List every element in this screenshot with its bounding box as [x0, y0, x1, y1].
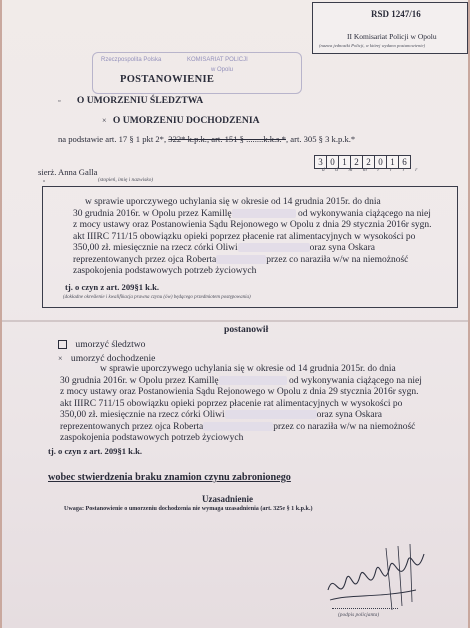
justification-title: Uzasadnienie: [202, 494, 254, 504]
date-caption: d d m m r r r r: [322, 167, 423, 173]
decision-line-2: 30 grudnia 2016r. w Opolu przez Kamillę od wykonywania ciążącego na niej: [60, 375, 422, 386]
option-inquiry-label: O UMORZENIU DOCHODZENIA: [112, 115, 260, 126]
decision-line-4: akt IIIRC 711/15 obowiązku opieki poprzez płacenie rat alimentacyjnych w wysokości po: [60, 398, 403, 409]
stamp-line-2: KOMISARIAT POLICJI: [187, 57, 248, 63]
decision-line-6: reprezentowanych przez ojca Roberta przez co naraziła w/w na niemożność: [60, 421, 416, 432]
decided-label: postanowił: [224, 324, 269, 335]
stamp-line-1: Rzeczpospolita Polska: [101, 57, 162, 63]
case-line-3: z mocy ustawy oraz Postanowienia Sądu Rejonowego w Opolu z dnia 29 stycznia 2016r sygn.: [73, 220, 432, 230]
redaction: [216, 255, 266, 264]
officer-name: sierż. Anna Galla: [38, 167, 98, 177]
date-digit-box: 2: [362, 155, 375, 169]
decision-offense: tj. o czyn z art. 209§1 k.k.: [48, 446, 143, 456]
decision-line-1: w sprawie uporczywego uchylania się w okresie od 14 grudnia 2015r. do dnia: [100, 364, 396, 374]
case-line-2: 30 grudnia 2016r. w Opolu przez Kamillę od wykonywania ciążącego na niej: [73, 208, 431, 219]
case-number-box: [312, 2, 468, 54]
case-description: [73, 197, 445, 278]
date-digit-box: 1: [338, 155, 351, 169]
redaction: [225, 410, 317, 419]
decision-text: [60, 364, 432, 445]
case-offense-caption: (dokładne określenie i kwalifikacja prawna czynu (ów) będącego przedmiotem postępowania): [63, 295, 251, 300]
checkbox-icon: [58, 340, 67, 349]
decision-line-3: z mocy ustawy oraz Postanowienia Sądu Rejonowego w Opolu z dnia 29 stycznia 2016r sygn.: [60, 387, 419, 397]
officer-caption: (stopień, imię i nazwisko): [98, 177, 154, 183]
date-digit-box: 2: [350, 155, 363, 169]
decision-line-5: 350,00 zł. miesięcznie na rzecz córki Oliwi oraz syna Oskara: [60, 410, 383, 420]
officer-line: [38, 168, 97, 178]
legal-basis-prefix: na podstawie art. 17 § 1 pkt 2*,: [58, 134, 167, 144]
date-digit-box: 3: [314, 155, 327, 169]
legal-basis: [58, 135, 355, 145]
redaction: [232, 209, 296, 218]
case-line-5: 350,00 zł. miesięcznie na rzecz córki Oliwi oraz syna Oskara: [73, 243, 376, 253]
case-line-7: zaspokojenia podstawowych potrzeb życiowych: [73, 266, 257, 276]
police-office: II Komisariat Policji w Opolu: [347, 32, 437, 41]
case-line-4: akt IIIRC 711/15 obowiązku opieki poprzez płacenie rat alimentacyjnych w wysokości po: [73, 231, 416, 242]
redaction: [203, 422, 273, 431]
option-inquiry: [102, 115, 260, 126]
date-digit-box: 1: [386, 155, 399, 169]
date-digit-box: 0: [374, 155, 387, 169]
legal-basis-suffix: , art. 305 § 3 k.p.k.*: [285, 134, 356, 144]
choice-investigation: [58, 339, 145, 350]
choice-inquiry: [58, 353, 155, 364]
choice-investigation-label: umorzyć śledztwo: [75, 339, 146, 350]
redaction: [219, 376, 287, 385]
case-offense: tj. o czyn z art. 209§1 k.k.: [65, 282, 160, 292]
cross-mark-icon: ×: [102, 116, 107, 125]
signature-line: [332, 608, 398, 609]
choice-inquiry-label: umorzyć dochodzenie: [70, 353, 156, 364]
stamp-line-3: w Opolu: [211, 67, 234, 73]
justification-note: Uwaga: Postanowienie o umorzeniu dochodzenia nie wymaga uzasadnienia (art. 325e § 1 k.p.k.): [64, 506, 313, 512]
legal-basis-struck: 322* k.p.k., art. 151 § ........k.k.s.*: [168, 134, 286, 144]
decision-line-7: zaspokojenia podstawowych potrzeb życiowych: [60, 433, 244, 443]
case-line-6: reprezentowanych przez ojca Roberta przez co naraziła w/w na niemożność: [73, 254, 409, 265]
bullet-icon: ▫: [43, 179, 46, 185]
document-title: POSTANOWIENIE: [120, 74, 215, 85]
discontinuation-reason: wobec stwierdzenia braku znamion czynu zabronionego: [48, 472, 291, 483]
case-number: RSD 1247/16: [371, 9, 421, 19]
date-digit-box: 6: [398, 155, 411, 169]
bullet-icon: ▫: [58, 97, 61, 105]
option-investigation: [58, 95, 203, 106]
option-investigation-label: O UMORZENIU ŚLEDZTWA: [76, 95, 204, 106]
signature-caption: (podpis policjanta): [338, 612, 380, 618]
redaction: [238, 243, 310, 252]
date-digit-box: 0: [326, 155, 339, 169]
case-line-1: w sprawie uporczywego uchylania się w okresie od 14 grudnia 2015r. do dnia: [85, 197, 381, 207]
official-stamp: [92, 52, 302, 94]
cross-mark-icon: ×: [58, 354, 63, 363]
police-office-caption: (nazwa jednostki Policji, w której wydano postanowienie): [319, 43, 426, 48]
document-page: [2, 0, 468, 628]
